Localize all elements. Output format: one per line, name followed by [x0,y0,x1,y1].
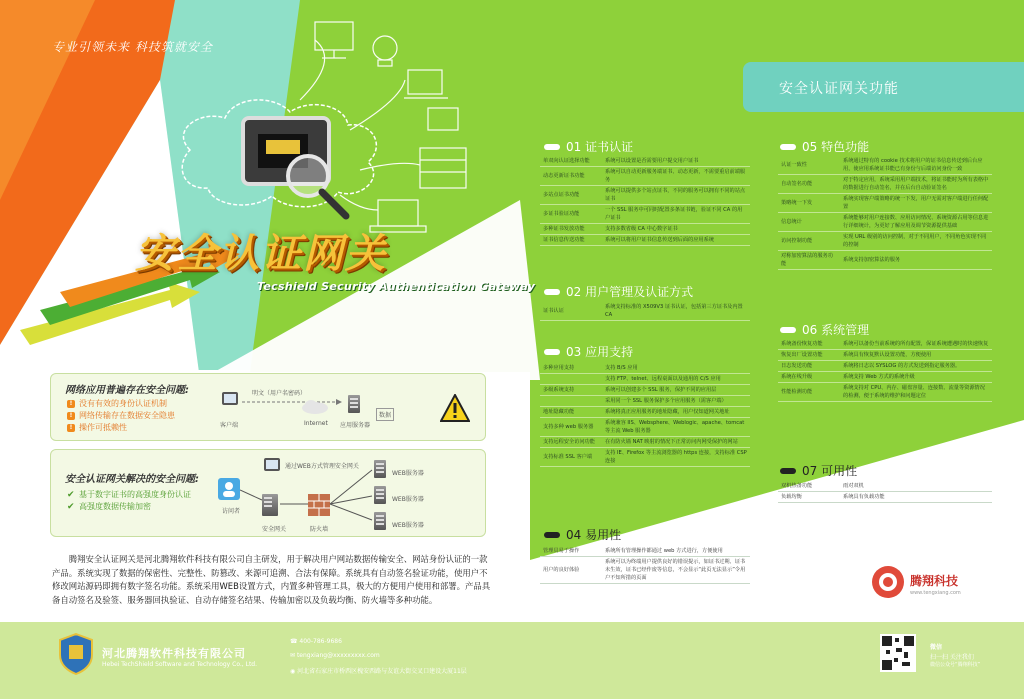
client-label: 客户端 [220,422,239,429]
feature-description: 实现 URL 级别的访问控制，对于不同用户，不同角色实现不同的控制 [840,232,992,251]
feature-description: 系统具有负载功能 [840,492,992,503]
brand-name: 腾翔科技 [910,574,959,588]
web-server-label: WEB服务器 [392,522,424,529]
feature-description: 系统将日志以 SYSLOG 的方式发送到指定服务器。 [840,361,992,372]
feature-name: 性能检测功能 [778,383,840,402]
table-row [778,481,992,492]
feature-name: 策略统一下发 [778,194,840,213]
feature-description: 支持 B/S 应用 [602,363,750,374]
feature-description: 一个 SSL 服务中可同时配置多条证书链，验证不同 CA 的用户证书 [602,205,750,224]
table-row [778,232,992,251]
feature-description: 系统兼容 IIS、Websphere、Weblogic、apache、tomcat 等主流 Web 服务器 [602,418,750,437]
qr-label-account: 微信公众号“腾翔科技” [930,662,981,668]
qr-code [880,634,916,672]
table-row [778,194,992,213]
email: ✉ tengxiang@xxxxxxxxx.com [290,652,380,659]
internet-label: Internet [304,420,328,427]
brand-url: www.tengxiang.com [910,590,961,596]
list-item: ✔ 基于数字证书的高强度身份认证 [67,490,191,500]
product-title-cn: 安全认证网关 [135,231,387,277]
phone-icon: ☎ [290,638,300,645]
list-item: ! 网络传输存在数据安全隐患 [67,410,175,422]
table-row [540,167,750,186]
web-server-label: WEB服务器 [392,496,424,503]
pill-icon [780,327,796,333]
table-row [540,418,750,437]
features-header-title: 安全认证网关功能 [779,81,899,97]
gateway-label: 安全网关 [262,526,287,533]
feature-description: 支持 IE、Firefox 等主流浏览器的 https 连接，支持标准 CSP 连接 [602,448,750,467]
visitor-label: 访问者 [222,508,241,515]
section-06-table [778,339,992,402]
pill-icon [780,468,796,474]
pill-icon [780,144,796,150]
product-introduction: 腾翔安全认证网关是河北腾翔软件科技有限公司自主研发，用于解决用户网站数据传输安全、网站身份认证的一款产品。系统实现了数据的保密性、完整性、防篡改、来源可追溯、合法有保障。系统具有自动签名验证功能，使用户不修改网站源码即拥有数字签名功能。系统采用WEB设置方式，内置多种管理工具，极大的方便用户使用和部署。产品具备自动签名及验签、服务器回执验证、自动存储签名结果、传输加密以及负载均衡、防火墙等多种功能。 [52,554,491,605]
solution-list [67,489,191,513]
table-row [540,302,750,321]
table-row [778,350,992,361]
feature-description: 系统具有恢复默认设置功能，方便使用 [840,350,992,361]
feature-name: 证书信息传送功能 [540,235,602,246]
section-03-title: 03 应用支持 [544,343,633,360]
check-icon: ✔ [67,490,75,500]
table-row [778,383,992,402]
company-name-cn: 河北腾翔软件科技有限公司 [102,647,246,660]
feature-name: 管理员易于操作 [540,546,602,557]
feature-name: 支持远程安全访问功能 [540,437,602,448]
phone: ☎ 400-786-9686 [290,638,342,645]
pill-icon [544,532,560,538]
product-title-en: Tecshield Security Authentication Gateway [257,280,536,293]
feature-description: 系统可以创建多个 SSL 服务，保护不同的应用层 [602,385,750,396]
feature-name: 恢复出厂设置功能 [778,350,840,361]
location-icon: ◉ [290,668,298,675]
table-row [778,213,992,232]
feature-name: 多站点证书功能 [540,186,602,205]
section-03-table [540,363,750,467]
cloud-icon [300,398,330,414]
section-01-title: 01 证书认证 [544,138,633,155]
feature-description: 雨对双机 [840,481,992,492]
feature-name: 地址隐藏功能 [540,407,602,418]
feature-name: 对称加密算法的服务功能 [778,251,840,270]
feature-name: 系统备份恢复功能 [778,339,840,350]
feature-name: 动态更新证书功能 [540,167,602,186]
firewall-label: 防火墙 [310,526,329,533]
plaintext-label: 明文（用户名密码） [252,390,307,397]
section-07-table [778,481,992,503]
table-row [778,361,992,372]
table-row [778,339,992,350]
pill-icon [544,349,560,355]
company-name-en: Hebei TechShield Software and Technology Co., Ltd. [102,661,258,668]
connection-lines [240,466,380,526]
feature-name: 多种证书发放功能 [540,224,602,235]
feature-description: 支持 FTP、telnet、远程桌面以及通用的 C/S 应用 [602,374,750,385]
feature-name: 用户的良好体验 [540,557,602,584]
feature-name: 多种应用支持 [540,363,602,374]
section-05-title: 05 特色功能 [780,138,869,155]
qr-label-wechat: 微信 [930,644,943,651]
feature-name: 证书认证 [540,302,602,321]
features-header [743,62,1024,112]
table-row [540,385,750,396]
company-logo [58,633,94,675]
table-row [540,407,750,418]
table-row [778,372,992,383]
feature-name: 访问控制功能 [778,232,840,251]
feature-description: 系统实现客户端策略的统一下发，用户无需对客户端进行任何配置 [840,194,992,213]
feature-name: 认证一致性 [778,156,840,175]
web-server-label: WEB服务器 [392,470,424,477]
web-server-icon [374,460,386,478]
feature-description: 系统支持对 CPU、内存、磁盘容量、连接数、流量等资源情况的检测，便于系统的维护和问题定位 [840,383,992,402]
feature-description: 系统可以将用户证书信息传送到后面的应用系统 [602,235,750,246]
table-row [540,557,750,584]
check-icon: ✔ [67,502,75,512]
feature-description: 系统可以设置是否需要用户提交用户证书 [602,156,750,167]
feature-description: 系统能够对用户连接数、应用访问情况、系统资源占用等信息进行详细统计，为更好了解应用及调节资源提供基础 [840,213,992,232]
feature-description: 系统支持标准的 X509V3 证书认证，包括第三方证书及内置 CA [602,302,750,321]
qr-label-scan: 扫一扫 关注我们 [930,654,974,661]
feature-description: 对于特定应用，系统采用用户端技术，将证书能时为所有表格中的数据进行自动签名，并在后台自动验证签名 [840,175,992,194]
list-item: ! 没有有效的身份认证机制 [67,398,175,410]
table-row [540,186,750,205]
table-row [540,205,750,224]
feature-description: 在有防火墙 NAT 映射的情况下正常访问内网受保护的网站 [602,437,750,448]
feature-name: 双机热备功能 [778,481,840,492]
table-row [778,175,992,194]
feature-name: 信息统计 [778,213,840,232]
slogan: 专业引领未来 科技筑就安全 [52,40,213,54]
exclamation-icon: ! [67,424,75,432]
email-icon: ✉ [290,652,297,659]
feature-name: 系统在线升级 [778,372,840,383]
table-row [540,448,750,467]
feature-description: 系统将真正应用服务的地址隐藏，用户仅知道网关地址 [602,407,750,418]
section-04-title: 04 易用性 [544,526,621,543]
list-item: ! 操作可抵赖性 [67,422,175,434]
problems-box [50,373,486,441]
feature-name: 负载均衡 [778,492,840,503]
section-06-title: 06 系统管理 [780,321,869,338]
feature-description: 系统通过特有的 cookie 技术将用户的证书信息传送到后台应用，使应用系统证书能已有身份与后端访问身份一致 [840,156,992,175]
table-row [540,224,750,235]
table-row [540,396,750,407]
table-row [540,156,750,167]
feature-description: 系统支持 Web 方式的系统升级 [840,372,992,383]
feature-name: 自动签名功能 [778,175,840,194]
problems-list [67,398,175,434]
feature-description: 采用同一个 SSL 服务保护多个应用服务（需客户端） [602,396,750,407]
feature-name [540,396,602,407]
exclamation-icon: ! [67,400,75,408]
data-label: 数据 [376,408,394,421]
web-server-icon [374,512,386,530]
feature-description: 系统可以提供多个站点证书，不同的服务可以拥有不同的站点证书 [602,186,750,205]
feature-name: 支持标准 SSL 客户端 [540,448,602,467]
feature-name [540,374,602,385]
table-row [540,363,750,374]
warning-icon [440,394,470,422]
feature-description: 系统支持加密算法的服务 [840,251,992,270]
table-row [778,251,992,270]
table-row [540,235,750,246]
feature-name: 多级系统支持 [540,385,602,396]
list-item: ✔ 高强度数据传输加密 [67,502,151,512]
server-icon [348,395,360,413]
table-row [540,437,750,448]
app-server-label: 应用服务器 [340,422,371,429]
feature-description: 系统可以备份当前系统的所有配置，保证系统遭遇时的快速恢复 [840,339,992,350]
pill-icon [544,289,560,295]
feature-name: 多证书验证功能 [540,205,602,224]
feature-description: 系统所有管理操作都通过 web 方式进行，方便使用 [602,546,750,557]
table-row [540,546,750,557]
feature-name: 支持多种 web 服务器 [540,418,602,437]
problems-title: 网络应用普遍存在安全问题: [65,385,189,396]
table-row [778,156,992,175]
visitor-icon [218,478,240,500]
feature-name: 单双向认证选择功能 [540,156,602,167]
exclamation-icon: ! [67,412,75,420]
section-01-table [540,156,750,246]
web-management-label: 通过WEB方式管理安全网关 [285,463,359,470]
section-02-table [540,302,750,321]
computer-icon [222,392,238,405]
table-row [778,492,992,503]
feature-description: 支持多数省级 CA 中心数字证书 [602,224,750,235]
section-02-title: 02 用户管理及认证方式 [544,283,693,300]
feature-name: 日志发送功能 [778,361,840,372]
section-05-table [778,156,992,270]
feature-description: 系统可以自动更新服务端证书、动态更新，不需要重启前端服务 [602,167,750,186]
section-07-title: 07 可用性 [780,462,857,479]
address: ◉ 河北省石家庄市桥西区槐安西路与友谊大街交叉口建设大厦11层 [290,668,467,675]
section-04-table [540,546,750,584]
web-server-icon [374,486,386,504]
feature-description: 系统可以为终端用户提供良好的错误提示，如证书过期、证书未生效，证书已经作废等信息，不会显示“此页无法显示”令用户不知所措的页面 [602,557,750,584]
table-row [540,374,750,385]
pill-icon [544,144,560,150]
solution-title: 安全认证网关解决的安全问题: [65,474,199,485]
